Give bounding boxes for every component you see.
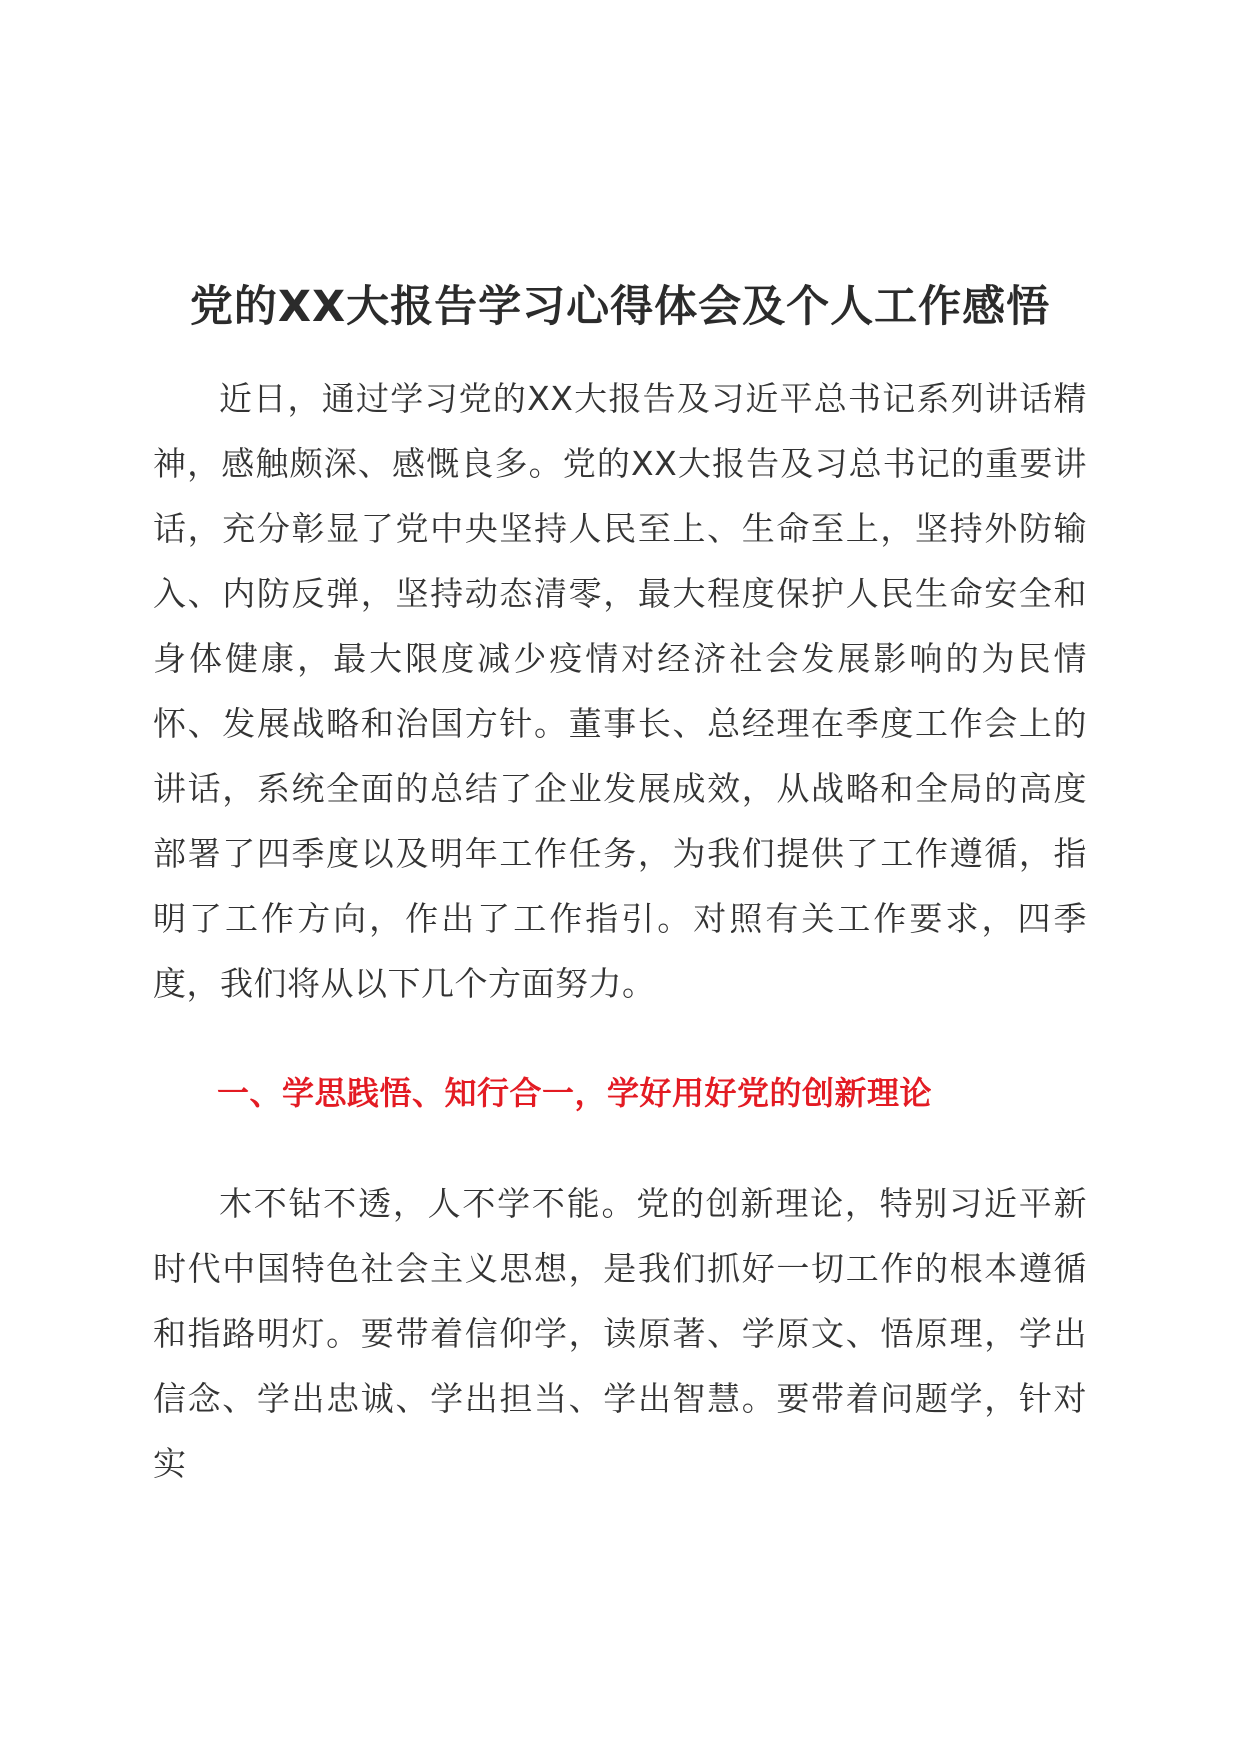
- section-1-paragraph: 木不钻不透，人不学不能。党的创新理论，特别习近平新时代中国特色社会主义思想，是我们抓好一切工作的根本遵循和指路明灯。要带着信仰学，读原著、学原文、悟原理，学出信念、学出忠诚、学出担当、学出智慧。要带着问题学，针对实: [153, 1184, 1087, 1483]
- document-title: 党的XX大报告学习心得体会及个人工作感悟: [189, 282, 1051, 332]
- section-heading-1: 一、学思践悟、知行合一，学好用好党的创新理论: [217, 1074, 933, 1112]
- document-content: [153, 275, 1087, 1496]
- intro-paragraph: 近日，通过学习党的XX大报告及习近平总书记系列讲话精神，感触颇深、感慨良多。党的XX大报告及习总书记的重要讲话，充分彰显了党中央坚持人民至上、生命至上，坚持外防输入、内防反弹，坚持动态清零，最大程度保护人民生命安全和身体健康，最大限度减少疫情对经济社会发展影响的为民情怀、发展战略和治国方针。董事长、总经理在季度工作会上的讲话，系统全面的总结了企业发展成效，从战略和全局的高度部署了四季度以及明年工作任务，为我们提供了工作遵循，指明了工作方向，作出了工作指引。对照有关工作要求，四季度，我们将从以下几个方面努力。: [153, 379, 1087, 1003]
